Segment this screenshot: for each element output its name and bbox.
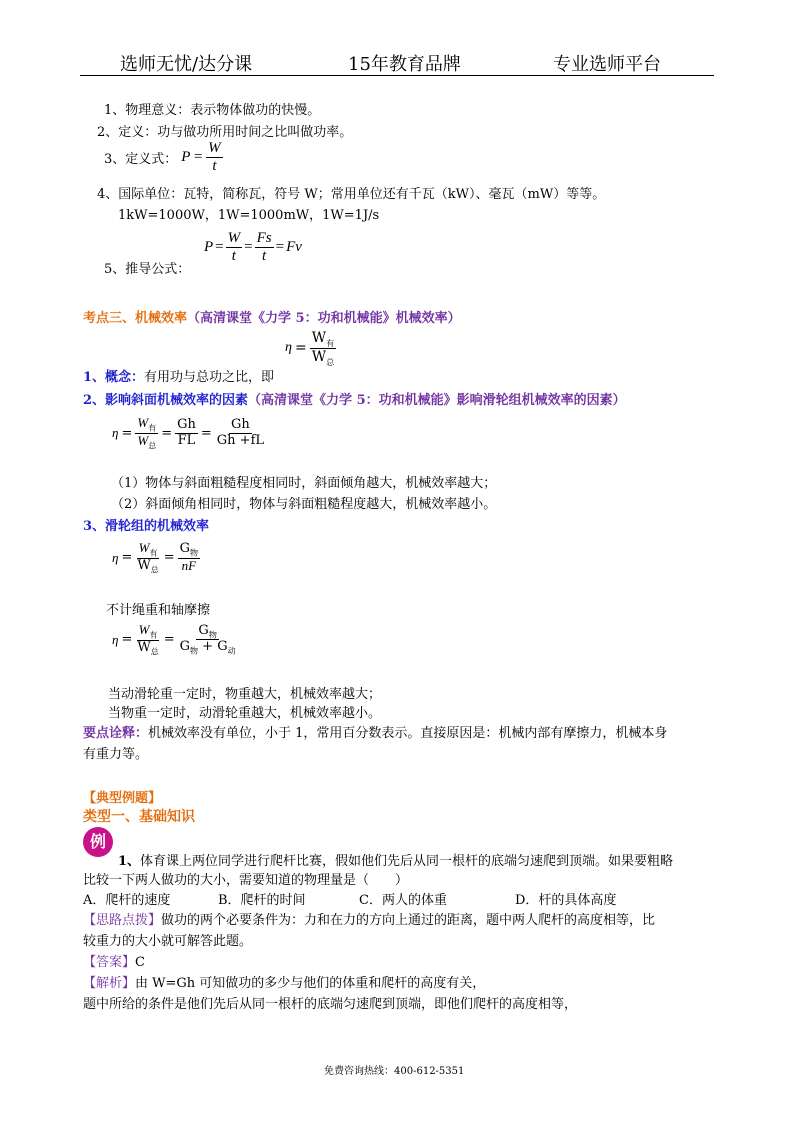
keypoint-line-1 [83,722,667,741]
denominator: t [262,248,267,265]
header-divider [80,75,714,76]
def-item-2: 2、定义：功与做功所用时间之比叫做功率。 [97,125,353,140]
symbol-eq: = [121,632,133,648]
header-slogan: 15年教育品牌 [348,54,461,75]
W-useful: W [137,415,149,430]
answer-line [83,951,145,970]
fraction-Gh-over-FL [175,418,198,449]
header-brand: 选师无忧/达分课 [120,54,253,75]
examples-header: 【典型例题】 [83,791,162,806]
derived-formula [204,230,302,266]
W-total: W [137,639,151,655]
denominator: t [231,248,236,265]
symbol-eq: = [215,239,224,256]
symbol-eq: = [121,550,133,566]
incline-label: 2、影响斜面机械效率的因素 [83,393,249,408]
fraction-G-over-nF [178,542,200,574]
G: G [217,639,228,655]
hint-line-2: 较重力的大小就可解答此题。 [83,934,253,949]
G: G [179,639,191,655]
fraction-G-object-over-sum [178,624,238,657]
keypoint-text: 机械效率没有单位，小于 1，常用百分数表示。直接原因是：机械内部有摩擦力，机械本身 [148,726,668,741]
symbol-eta: η [112,549,119,565]
W-useful: W [311,330,327,346]
symbol-eq: = [163,550,175,566]
fraction-W-over-t [206,140,223,176]
symbol-eta: η [112,425,119,441]
efficiency-formula [285,330,336,367]
fraction-W-over-t [226,230,243,266]
question-line-2: 比较一下两人做功的大小，需要知道的物理量是（ ） [83,873,409,888]
answer-value: C [135,955,145,970]
fraction-useful-over-total [310,330,336,367]
numerator: W [206,140,223,158]
incline-heading [83,389,626,408]
def-item-5: 5、推导公式： [104,262,191,277]
sub-object: 物 [208,630,217,640]
question-text: 体育课上两位同学进行爬杆比赛，假如他们先后从同一根杆的底端匀速爬到顶端。如果要粗略 [140,854,674,869]
incline-point-2: （2）斜面倾角相同时，物体与斜面粗糙程度越大，机械效率越小。 [111,497,497,512]
denominator: FL [177,432,196,448]
numerator: Fs [255,230,274,248]
example-badge-icon: 例 [83,827,113,857]
denominator: nF [181,557,197,573]
sub-useful: 有 [149,630,158,640]
G: G [179,540,191,556]
sub-object: 物 [190,548,199,558]
sub-object: 物 [190,646,199,656]
symbol-eq: = [200,425,212,441]
fraction-W-useful-over-W-total [135,623,160,657]
symbol-eq: = [121,425,133,441]
analysis-label: 【解析】 [83,976,136,991]
symbol-eq: = [193,149,203,166]
symbol-eq: = [294,340,307,357]
W-useful: W [138,622,150,637]
keypoint-label: 要点诠释： [83,726,149,741]
fraction-W-useful-over-W-total [135,541,160,575]
fraction-Gh-over-Gh-plus-fL [215,418,266,449]
question-line-1 [118,850,673,869]
symbol-eta: η [285,340,292,356]
sub-total: 总 [326,357,335,367]
pulley-no-friction: 不计绳重和轴摩擦 [106,603,211,618]
plus: + [202,639,214,655]
W-total: W [137,557,151,573]
def-item-1: 1、物理意义：表示物体做功的快慢。 [104,103,321,118]
symbol-P: P [204,239,214,256]
type-1-heading: 类型一、基础知识 [83,809,195,825]
pulley-formula-2 [112,623,238,657]
sub-total: 总 [150,647,159,657]
concept-label: 1、概念： [83,370,145,385]
denominator: t [212,158,217,175]
pulley-heading: 3、滑轮组的机械效率 [83,519,210,534]
W-useful: W [138,540,150,555]
G: G [198,622,209,638]
hint-label: 【思路点拨】 [83,913,162,928]
header-platform: 专业选师平台 [553,54,661,75]
option-b: B．爬杆的时间 [218,893,306,908]
section-kaodian-3 [83,307,461,326]
symbol-eq: = [163,632,175,648]
W-total: W [311,348,327,365]
symbol-Fv: Fv [286,239,302,256]
hint-line-1 [83,909,655,928]
option-d: D．杆的具体高度 [515,893,617,908]
sub-total: 总 [150,565,159,575]
analysis-text: 由 W=Gh 可知做功的多少与他们的体重和爬杆的高度有关， [135,976,486,991]
analysis-line-2: 题中所给的条件是他们先后从同一根杆的底端匀速爬到顶端，即他们爬杆的高度相等， [83,997,578,1012]
sub-useful: 有 [326,338,335,348]
sub-total: 总 [148,441,157,451]
incline-ref: （高清课堂《力学 5：功和机械能》影响滑轮组机械效率的因素） [248,393,626,408]
numerator: W [226,230,243,248]
fraction-W-useful-over-W-total [135,416,158,451]
concept-text: 有用功与总功之比，即 [144,370,275,385]
option-a: A．爬杆的速度 [83,893,171,908]
question-number: 1、 [118,854,141,869]
hint-text: 做功的两个必要条件为：力和在力的方向上通过的距离，题中两人爬杆的高度相等，比 [161,913,656,928]
sub-pulley: 动 [227,646,236,656]
def-item-3 [104,140,223,176]
footer-hotline: 免费咨询热线：400-612-5351 [324,1066,465,1077]
numerator: Gh [177,416,196,432]
pulley-formula-1 [112,541,200,575]
symbol-eq: = [275,239,285,256]
sub-useful: 有 [149,548,158,558]
def-item-3-label: 3、定义式： [104,152,178,168]
analysis-line-1 [83,972,485,991]
W-total: W [137,432,149,448]
keypoint-line-2: 有重力等。 [83,747,149,762]
sub-useful: 有 [148,423,157,433]
answer-label: 【答案】 [83,955,136,970]
fraction-Fs-over-t [255,230,274,266]
section-ref: （高清课堂《力学 5：功和机械能》机械效率） [187,311,461,326]
def-item-4: 4、国际单位：瓦特，简称瓦，符号 W；常用单位还有千瓦（kW）、毫瓦（mW）等等。 [97,187,606,202]
denominator: Gh +fL [216,432,265,448]
incline-formula [112,416,266,451]
incline-point-1: （1）物体与斜面粗糙程度相同时，斜面倾角越大，机械效率越大； [111,476,497,491]
pulley-note-1: 当动滑轮重一定时，物重越大，机械效率越大； [108,687,382,702]
symbol-P: P [181,149,191,166]
pulley-note-2: 当物重一定时，动滑轮重越大，机械效率越小。 [108,706,382,721]
numerator: Gh [231,416,250,432]
section-title: 考点三、机械效率 [83,311,188,326]
def-item-4-units: 1kW=1000W，1W=1000mW，1W=1J/s [118,208,380,223]
symbol-eq: = [161,425,173,441]
concept-line [83,366,274,385]
option-c: C．两人的体重 [359,893,447,908]
symbol-eq: = [244,239,253,256]
power-formula [181,140,222,176]
symbol-eta: η [112,631,119,647]
